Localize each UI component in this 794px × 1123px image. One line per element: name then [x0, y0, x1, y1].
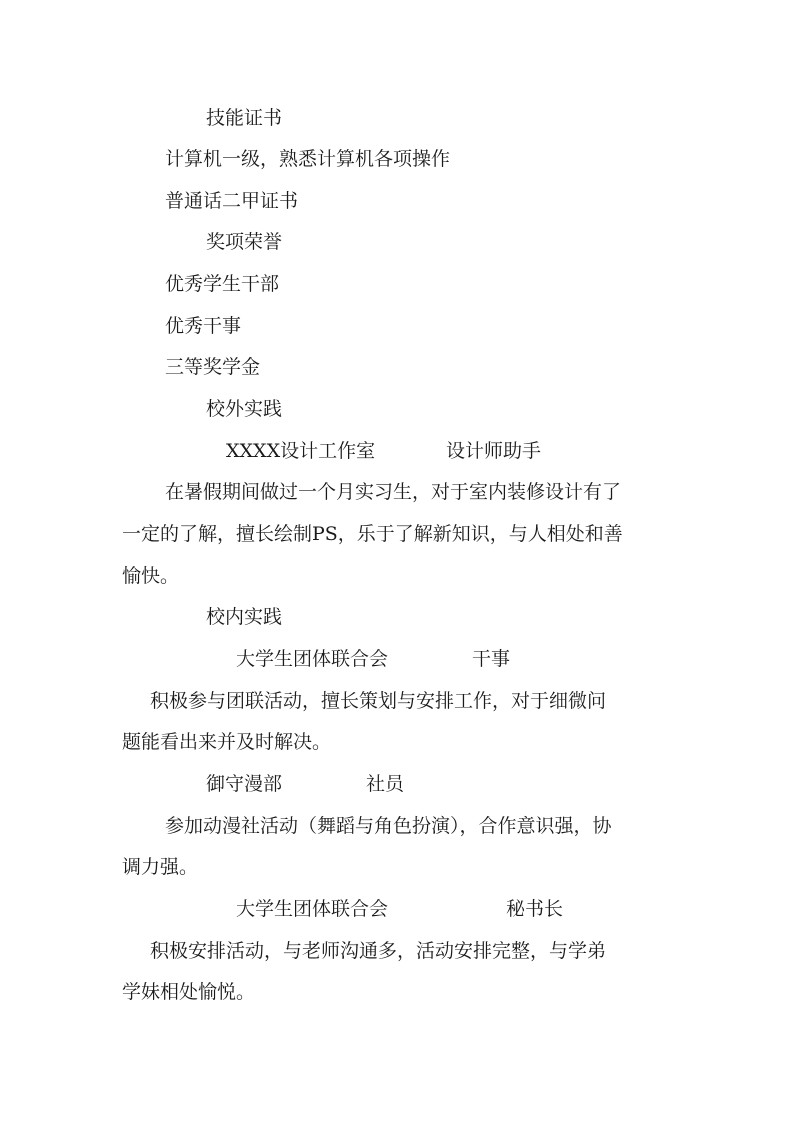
- practice-description-line: 学妹相处愉悦。: [122, 981, 256, 1003]
- practice-org: 大学生团体联合会: [236, 898, 389, 920]
- section-heading-skills: 技能证书: [206, 107, 283, 129]
- practice-org: 御守漫部: [206, 773, 283, 795]
- section-heading-awards: 奖项荣誉: [206, 231, 283, 253]
- practice-description-line: 题能看出来并及时解决。: [122, 731, 332, 753]
- award-item: 优秀干事: [165, 315, 242, 337]
- practice-role: 设计师助手: [446, 440, 542, 462]
- practice-org: 大学生团体联合会: [236, 648, 389, 670]
- practice-role: 秘书长: [506, 898, 564, 920]
- practice-description-line: 参加动漫社活动（舞蹈与角色扮演），合作意识强，协: [165, 815, 612, 837]
- practice-role: 干事: [472, 648, 511, 670]
- award-item: 三等奖学金: [165, 356, 261, 378]
- practice-description-line: 愉快。: [122, 565, 180, 587]
- award-item: 优秀学生干部: [165, 273, 280, 295]
- practice-description-line: 积极安排活动，与老师沟通多，活动安排完整，与学弟: [150, 940, 607, 962]
- section-heading-external-practice: 校外实践: [206, 398, 283, 420]
- practice-description-line: 积极参与团联活动，擅长策划与安排工作，对于细微问: [150, 690, 607, 712]
- practice-description-line: 调力强。: [122, 856, 199, 878]
- section-heading-internal-practice: 校内实践: [206, 606, 283, 628]
- practice-description-line: 一定的了解，擅长绘制PS，乐于了解新知识，与人相处和善: [122, 523, 623, 545]
- practice-role: 社员: [366, 773, 405, 795]
- skill-item: 普通话二甲证书: [165, 190, 299, 212]
- skill-item: 计算机一级，熟悉计算机各项操作: [165, 148, 451, 170]
- practice-org: XXXX设计工作室: [226, 440, 376, 462]
- practice-description-line: 在暑假期间做过一个月实习生，对于室内装修设计有了: [165, 481, 622, 503]
